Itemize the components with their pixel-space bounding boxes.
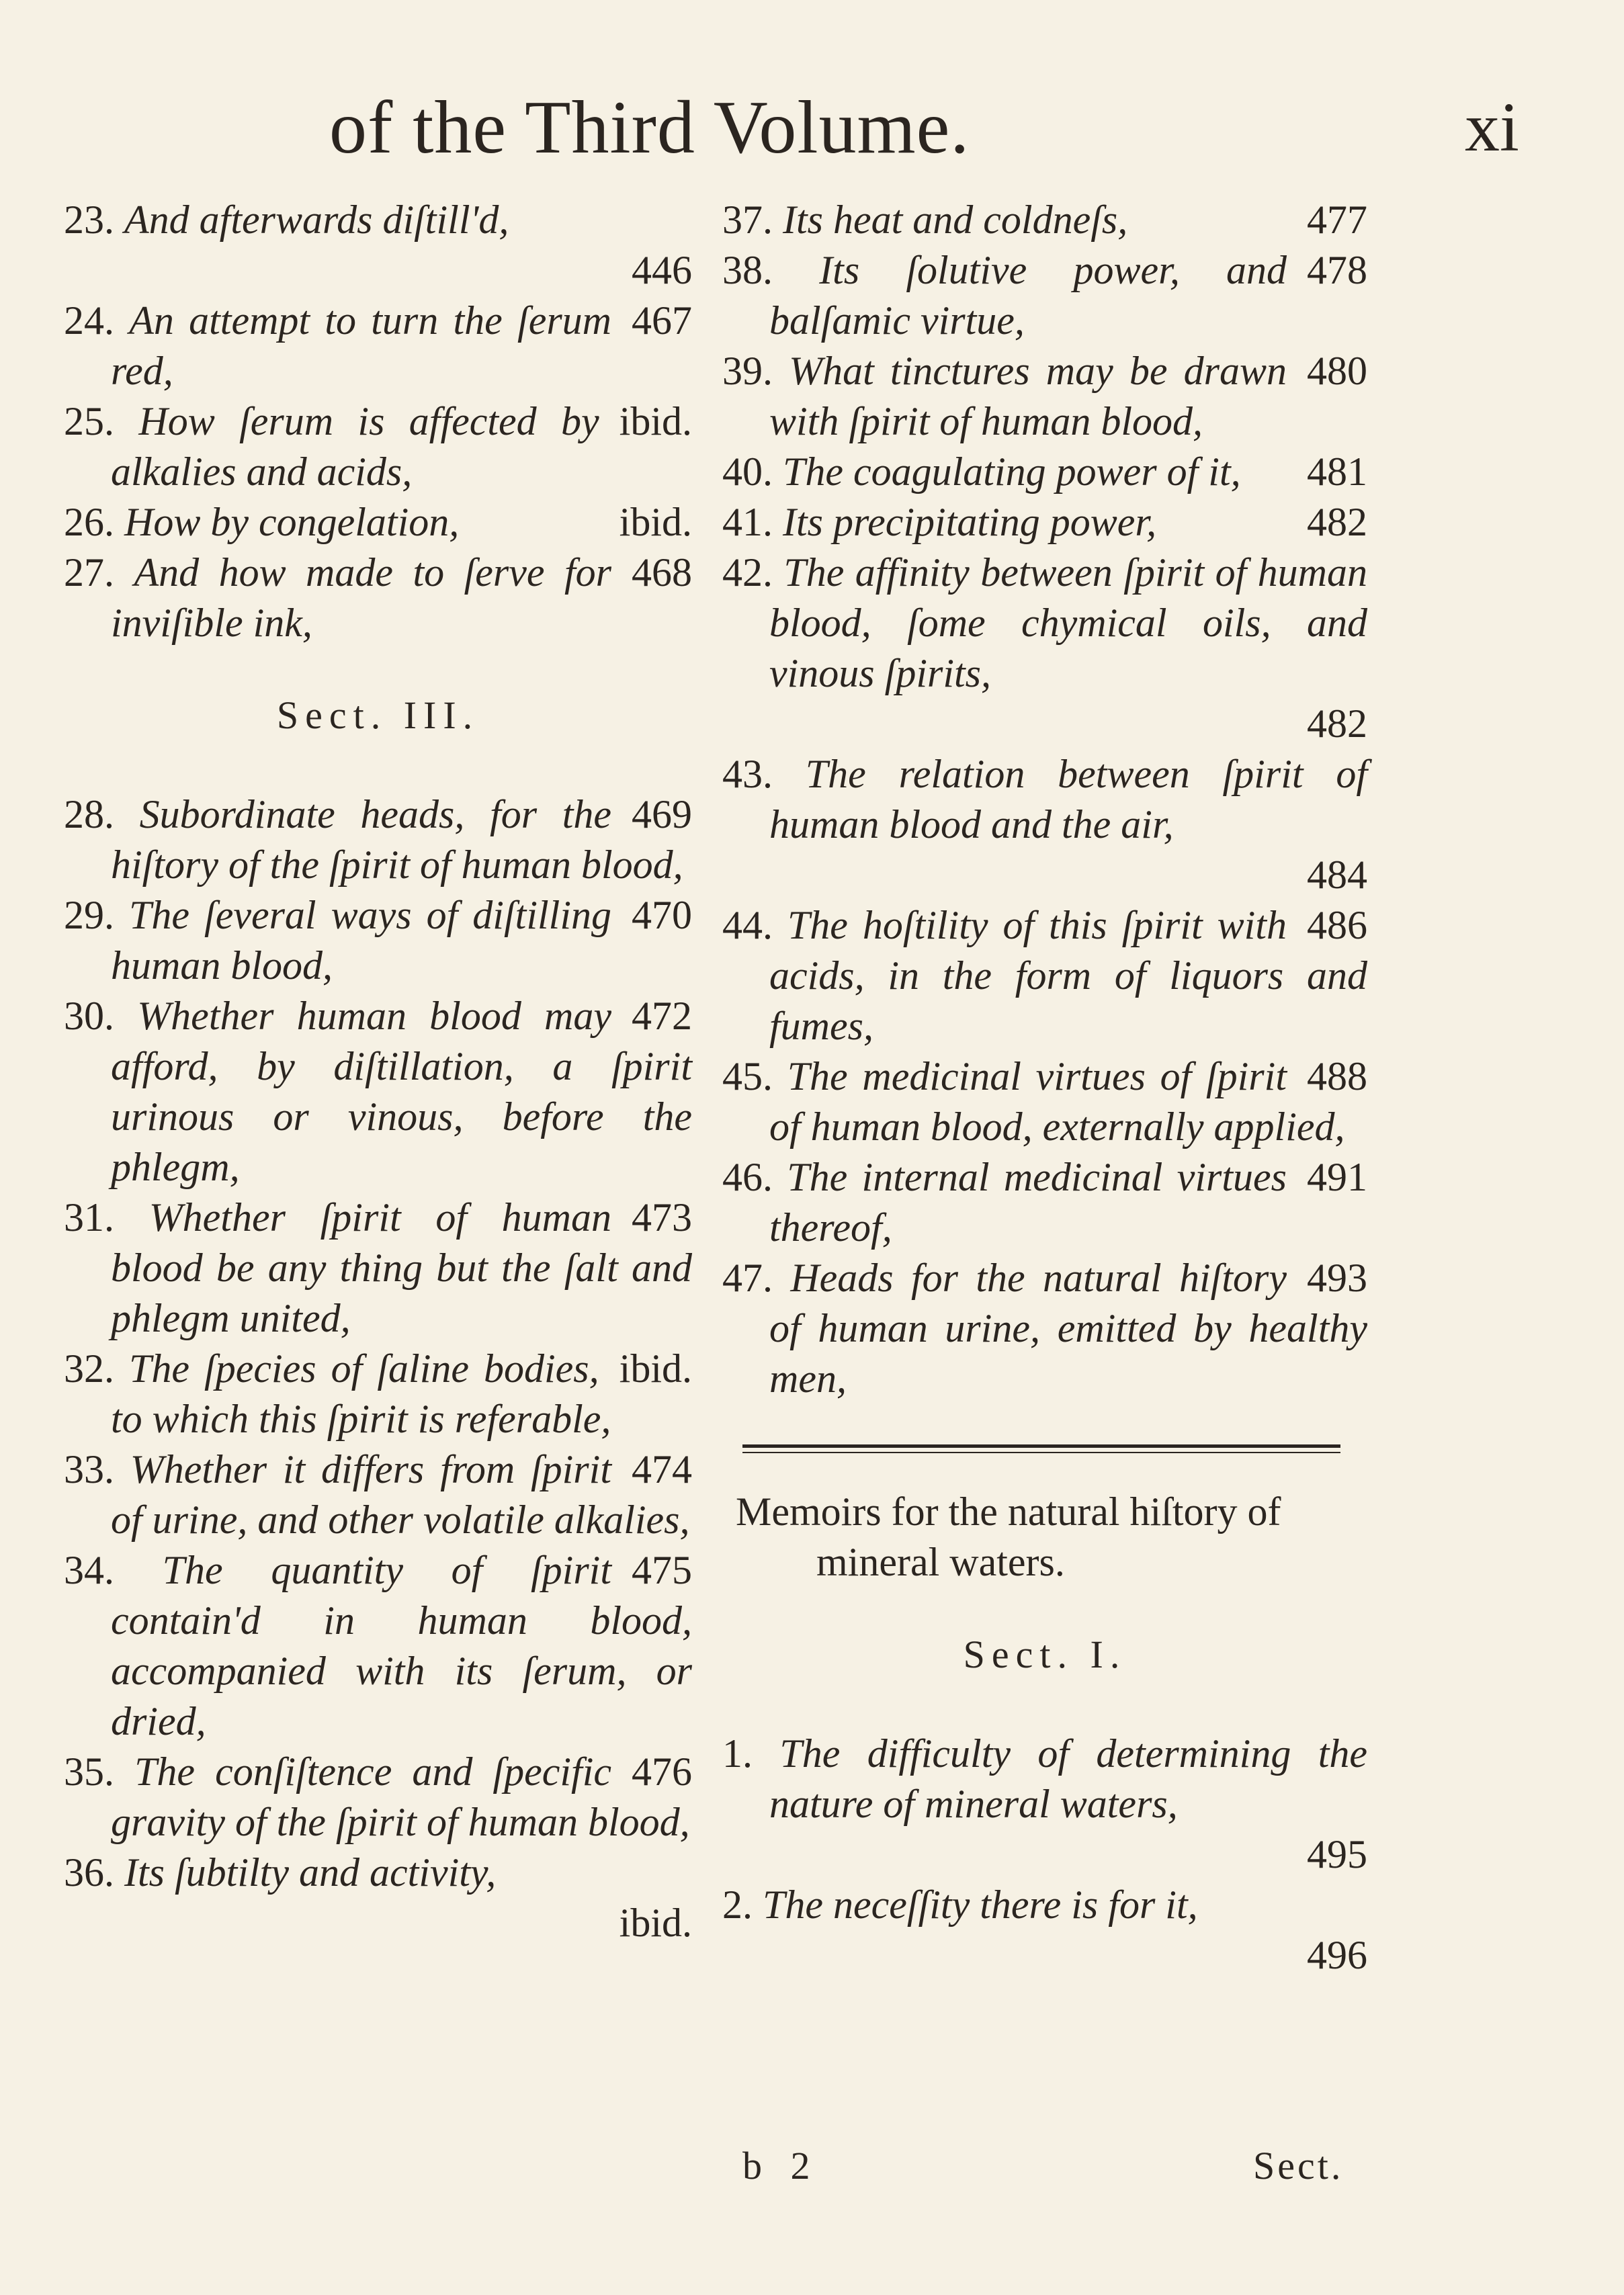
entry-number: 43. [722,752,773,796]
contents-entry [64,195,692,296]
entry-page-number: 496 [1307,1933,1367,1977]
entry-number: 29. [64,893,114,937]
contents-entry [722,900,1367,1051]
running-title: of the Third Volume. [329,86,970,169]
entry-number: 36. [64,1850,114,1895]
contents-entry [722,447,1367,497]
contents-entry [64,497,692,548]
contents-entry [64,1444,692,1545]
contents-entry [64,789,692,890]
entry-number: 40. [722,449,773,494]
contents-entry [64,1193,692,1344]
entry-page-number: 470 [632,893,692,937]
entry-title: Whether human blood may afford, by diſtillation, a ſpirit urinous or vinous, before the phlegm, [111,994,692,1189]
contents-entry [64,548,692,648]
entry-number: 35. [64,1749,114,1794]
entry-number: 44. [722,903,773,947]
entry-page-number: 484 [1307,853,1367,897]
entry-number: 27. [64,550,114,595]
entry-page-number: 467 [632,298,692,343]
contents-entry [64,1848,692,1948]
entry-page-number: 488 [1307,1054,1367,1098]
entry-page-number: 477 [1307,198,1367,242]
entry-title: Its ſolutive power, and balſamic virtue, [769,248,1287,343]
entry-number: 1. [722,1731,753,1776]
entry-title: The hoſtility of this ſpirit with acids, in the form of liquors and fumes, [769,903,1367,1048]
entry-title: What tinctures may be drawn with ſpirit of human blood, [769,349,1287,443]
entry-title: And afterwards diſtill'd, [124,198,509,242]
entry-title: Whether ſpirit of human blood be any thing but the ſalt and phlegm united, [111,1195,692,1340]
entry-page-number: 446 [632,248,692,292]
entry-page-number: 475 [632,1548,692,1592]
contents-entry [722,1051,1367,1152]
entry-number: 47. [722,1256,773,1300]
entry-page-number: 486 [1307,903,1367,947]
right-column-entries [722,195,1367,1404]
entry-title: The quantity of ſpirit contain'd in human blood, accompanied with its ſerum, or dried, [111,1548,692,1743]
contents-entry [722,245,1367,346]
entry-number: 28. [64,792,114,836]
entry-page-number: 482 [1307,500,1367,544]
contents-entry [64,396,692,497]
entry-page-number: ibid. [619,1901,692,1945]
entry-page-number: 481 [1307,449,1367,494]
entry-page-number: 491 [1307,1155,1367,1199]
entry-page-number: 474 [632,1447,692,1491]
entry-title: The internal medicinal virtues thereof, [769,1155,1287,1250]
memoir-section-heading: Sect. I. [963,1633,1127,1676]
entry-title: The relation between ſpirit of human blood and the air, [769,752,1368,847]
entry-title: The conſiſtence and ſpecific gravity of the ſpirit of human blood, [111,1749,690,1844]
entry-page-number: ibid. [619,1346,692,1391]
entry-page-number: 493 [1307,1256,1367,1300]
entry-number: 42. [722,550,773,595]
contents-entry [722,1880,1367,1981]
entry-number: 38. [722,248,773,292]
entry-number: 23. [64,198,114,242]
entry-page-number: ibid. [619,399,692,443]
entry-page-number: 482 [1307,701,1367,746]
contents-entry [64,1545,692,1747]
contents-entry [722,346,1367,447]
entry-title: The neceſſity there is for it, [763,1882,1198,1927]
entry-title: Its precipitating power, [783,500,1157,544]
section-rule [742,1444,1340,1453]
entry-number: 33. [64,1447,114,1491]
contents-entry [64,890,692,991]
entry-page-number: 472 [632,994,692,1038]
entry-title: How by congelation, [124,500,460,544]
contents-entry [64,991,692,1193]
entry-title: Heads for the natural hiſtory of human urine, emitted by healthy men, [769,1256,1367,1401]
contents-entry [64,296,692,396]
entry-title: The medicinal virtues of ſpirit of human blood, externally applied, [769,1054,1345,1149]
contents-entry [722,497,1367,548]
folio-number: xi [1465,89,1519,166]
entry-title: The affinity between ſpirit of human blood, ſome chymical oils, and vinous ſpirits, [769,550,1368,695]
entry-number: 25. [64,399,114,443]
contents-entry [722,195,1367,245]
entry-page-number: 480 [1307,349,1367,393]
entry-title: And how made to ſerve for inviſible ink, [111,550,612,645]
right-column [722,195,1367,1981]
entry-number: 39. [722,349,773,393]
entry-number: 30. [64,994,114,1038]
entry-title: An attempt to turn the ſerum red, [111,298,611,393]
entry-number: 34. [64,1548,114,1592]
entry-number: 45. [722,1054,773,1098]
entry-page-number: 468 [632,550,692,595]
entry-number: 41. [722,500,773,544]
entry-title: Subordinate heads, for the hiſtory of the ſpirit of human blood, [111,792,683,887]
catchword: Sect. [1253,2144,1344,2188]
entry-number: 37. [722,198,773,242]
entry-page-number: ibid. [619,500,692,544]
entry-page-number: 476 [632,1749,692,1794]
left-column [64,195,692,1948]
entry-title: Whether it differs from ſpirit of urine, and other volatile alkalies, [111,1447,690,1542]
entry-page-number: 469 [632,792,692,836]
contents-entry [64,1747,692,1848]
running-head [0,81,1624,175]
contents-entry [722,548,1367,749]
section-heading: Sect. III. [276,693,480,737]
contents-entry [722,1253,1367,1404]
entry-title: Its heat and coldneſs, [783,198,1128,242]
contents-entry [64,1344,692,1444]
entry-page-number: 478 [1307,248,1367,292]
entry-page-number: 495 [1307,1832,1367,1876]
entry-number: 32. [64,1346,114,1391]
entry-title: The difficulty of determining the nature of mineral waters, [769,1731,1367,1826]
signature-mark: b 2 [742,2144,820,2188]
entry-number: 2. [722,1882,753,1927]
entry-title: How ſerum is affected by alkalies and acids, [111,399,599,494]
entry-title: Its ſubtilty and activity, [124,1850,497,1895]
contents-entry [722,1729,1367,1880]
entry-title: The ſpecies of ſaline bodies, to which this ſpirit is referable, [111,1346,611,1441]
entry-number: 24. [64,298,114,343]
entry-title: The ſeveral ways of diſtilling human blood, [111,893,611,988]
entry-number: 31. [64,1195,114,1240]
memoir-entries [722,1729,1367,1981]
entry-title: The coagulating power of it, [783,449,1241,494]
entry-number: 46. [722,1155,773,1199]
memoir-heading: Memoirs for the natural hiſtory of mineral waters. [736,1489,1281,1584]
entry-number: 26. [64,500,114,544]
contents-entry [722,1152,1367,1253]
entry-page-number: 473 [632,1195,692,1240]
contents-entry [722,749,1367,900]
